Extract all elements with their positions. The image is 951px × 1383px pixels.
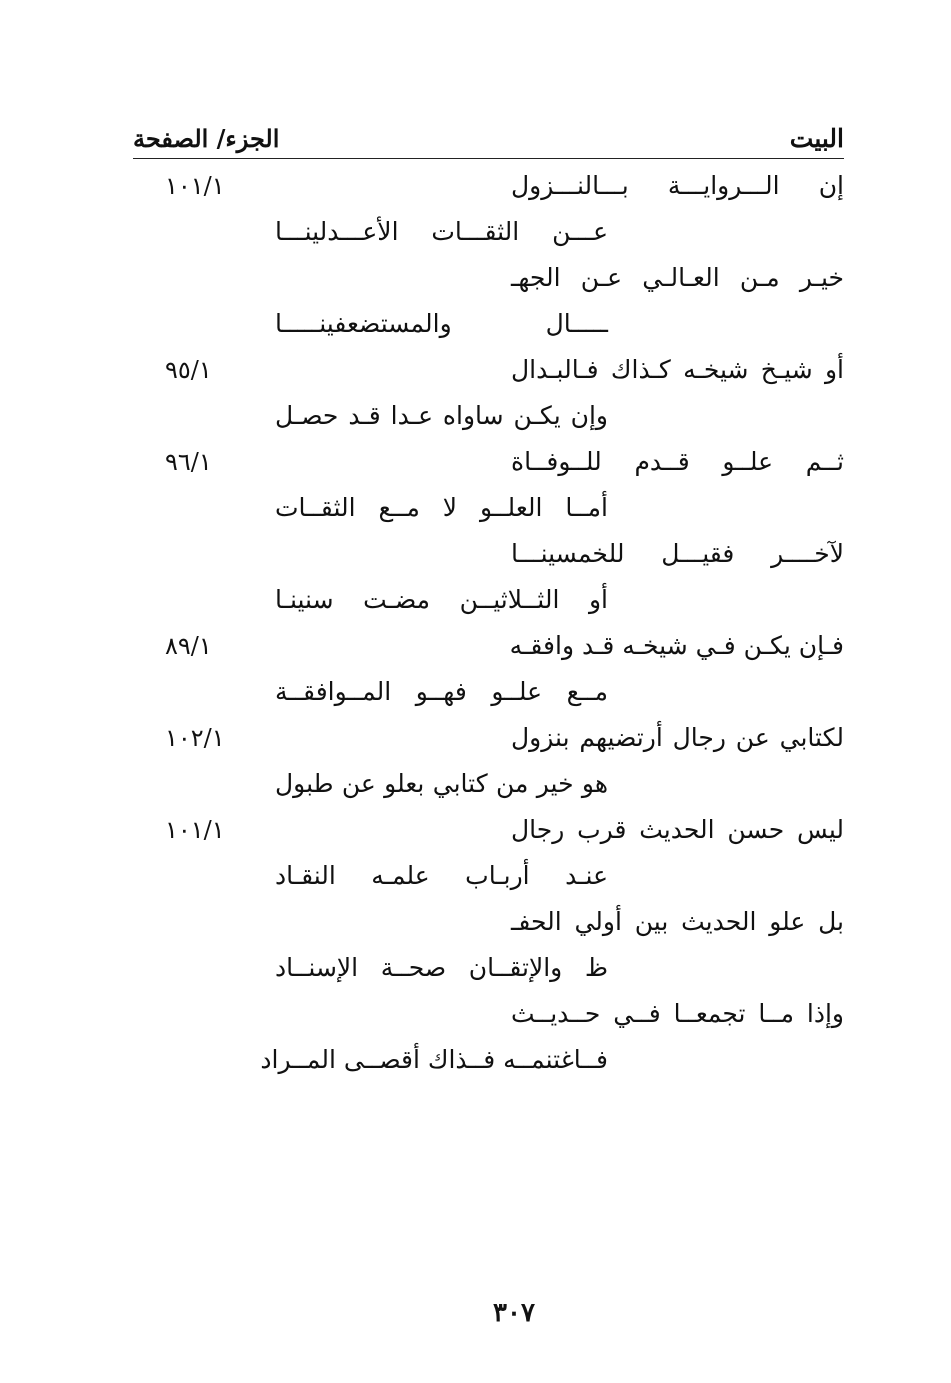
- ref-column-heading: الجزء/ الصفحة: [133, 124, 280, 153]
- list-item: [133, 1037, 844, 1083]
- volume-page-ref: ١٠١/١: [165, 816, 225, 844]
- volume-page-ref: ١٠٢/١: [165, 724, 225, 752]
- verse-second-hemistich: ـــــال والمستضعفينـــــا: [275, 309, 608, 338]
- list-item: [133, 761, 844, 807]
- list-item: [133, 945, 844, 991]
- list-item: [133, 439, 844, 485]
- verse-first-hemistich: فـإن يكـن فـي شيخـه قـد وافقـه: [509, 631, 844, 660]
- verse-first-hemistich: وإذا مــا تجمعــا فــي حــديــث: [511, 999, 844, 1028]
- list-item: [133, 807, 844, 853]
- volume-page-ref: ١٠١/١: [165, 172, 225, 200]
- verse-first-hemistich: إن الـــروايـــة بـــالنـــزول: [511, 171, 844, 200]
- volume-page-ref: ٩٥/١: [165, 356, 212, 384]
- volume-page-ref: ٩٦/١: [165, 448, 212, 476]
- verse-first-hemistich: لكتابي عن رجال أرتضيهم بنزول: [511, 723, 844, 752]
- list-item: [133, 669, 844, 715]
- verse-column-heading: البيت: [789, 124, 844, 153]
- verse-second-hemistich: هو خير من كتابي بعلو عن طبول: [275, 769, 608, 798]
- verse-first-hemistich: بل علو الحديث بين أولي الحفـ: [511, 907, 844, 936]
- list-item: [133, 991, 844, 1037]
- list-item: [133, 623, 844, 669]
- list-item: [133, 163, 844, 209]
- list-item: [133, 853, 844, 899]
- verse-second-hemistich: عنـد أربـاب علمـه النقـاد: [275, 861, 608, 890]
- verse-second-hemistich: فــاغتنمــه فــذاك أقصــى المــراد: [260, 1045, 608, 1074]
- list-item: [133, 531, 844, 577]
- list-item: [133, 255, 844, 301]
- list-item: [133, 899, 844, 945]
- volume-page-ref: ٨٩/١: [165, 632, 212, 660]
- verse-first-hemistich: ثــم علــو قــدم للــوفــاة: [511, 447, 844, 476]
- list-item: [133, 393, 844, 439]
- list-item: [133, 577, 844, 623]
- verse-second-hemistich: مــع علــو فهــو المــوافقــة: [275, 677, 608, 706]
- table-header: [133, 118, 844, 159]
- verse-first-hemistich: خيـر مـن العـالـي عـن الجهـ: [511, 263, 844, 292]
- verse-first-hemistich: لآخــــر فقيـــل للخمسينـــا: [511, 539, 844, 568]
- verse-second-hemistich: أمــا العلــو لا مــع الثقــات: [275, 493, 608, 522]
- verse-second-hemistich: وإن يكـن ساواه عـدا قـد حصـل: [275, 401, 608, 430]
- verse-list: [133, 163, 844, 1083]
- list-item: [133, 301, 844, 347]
- list-item: [133, 485, 844, 531]
- page-number: ٣٠٧: [493, 1298, 535, 1328]
- verse-first-hemistich: ليس حسن الحديث قرب رجال: [511, 815, 844, 844]
- list-item: [133, 209, 844, 255]
- verse-second-hemistich: عـــن الثقـــات الأعـــدلينـــا: [275, 217, 608, 246]
- verse-first-hemistich: أو شيـخ شيخـه كـذاك فـالبـدال: [511, 355, 844, 384]
- verse-second-hemistich: ظ والإتقــان صحــة الإسنــاد: [275, 953, 608, 982]
- list-item: [133, 347, 844, 393]
- list-item: [133, 715, 844, 761]
- verse-second-hemistich: أو الثــلاثيــن مضـت سنينـا: [275, 585, 608, 614]
